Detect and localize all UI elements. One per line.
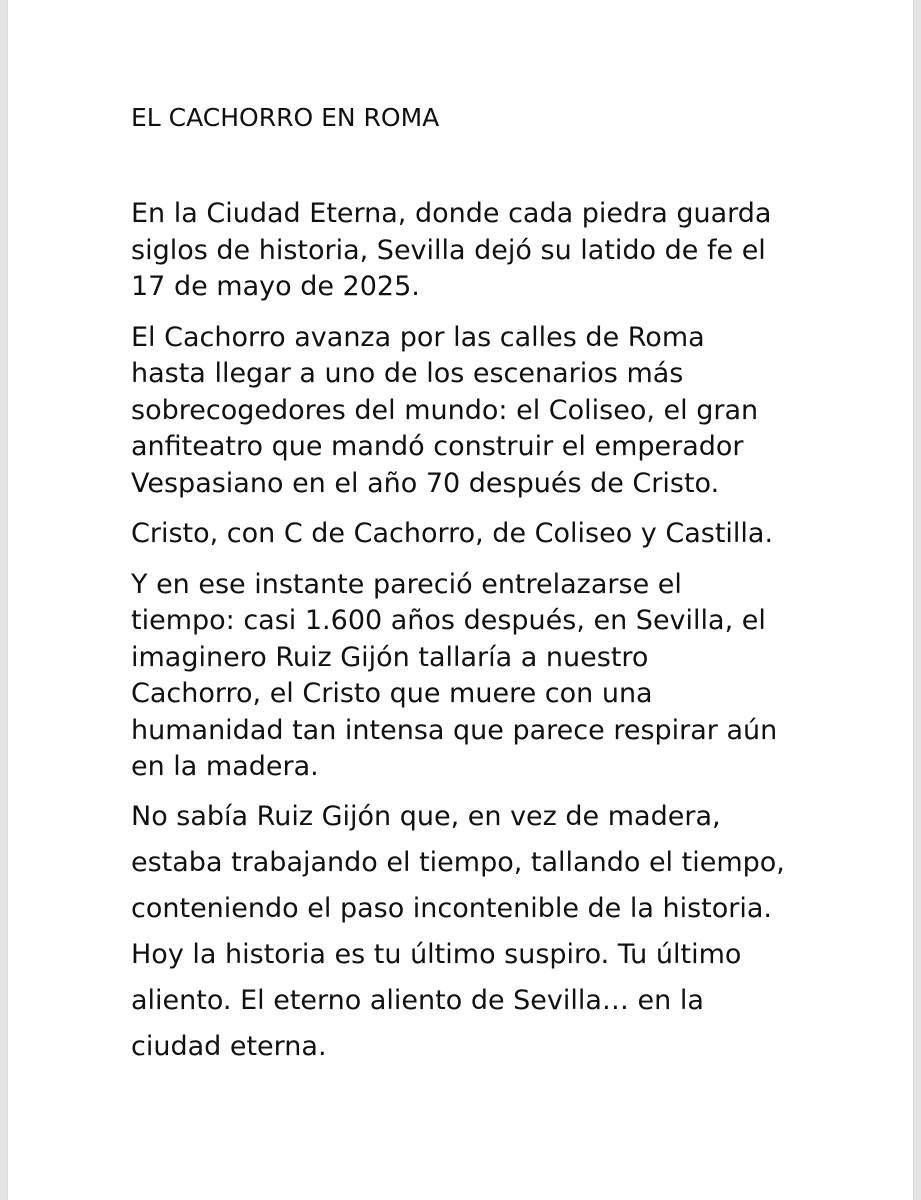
paragraph-3: Cristo, con C de Cachorro, de Coliseo y Castilla. — [131, 518, 774, 549]
paragraph-1: En la Ciudad Eterna, donde cada piedra guarda siglos de historia, Sevilla dejó su latido de fe el 17 de mayo de 2025. — [131, 198, 772, 302]
paragraph-4: Y en ese instante pareció entrelazarse el tiempo: casi 1.600 años después, en Sevilla, el imaginero Ruiz Gijón tallaría a nuestro Cachorro, el Cristo que muere con una humanidad tan intensa que parece respirar aún en la madera. — [131, 568, 778, 782]
paragraph-2: El Cachorro avanza por las calles de Roma hasta llegar a uno de los escenarios más sobrecogedores del mundo: el Coliseo, el gran anfiteatro que mandó construir el emperador Vespasiano en el año 70 después de Cristo. — [131, 321, 759, 499]
page-left-edge — [0, 0, 8, 1200]
page-right-edge — [913, 0, 921, 1200]
document-page — [131, 100, 821, 1070]
paragraph-5: No sabía Ruiz Gijón que, en vez de madera, estaba trabajando el tiempo, tallando el tiempo, conteniendo el paso incontenible de la historia. Hoy la historia es tu último suspiro. Tu último aliento. El eterno aliento de Sevilla… en la ciudad eterna. — [131, 800, 785, 1062]
document-title: EL CACHORRO EN ROMA — [131, 103, 440, 132]
